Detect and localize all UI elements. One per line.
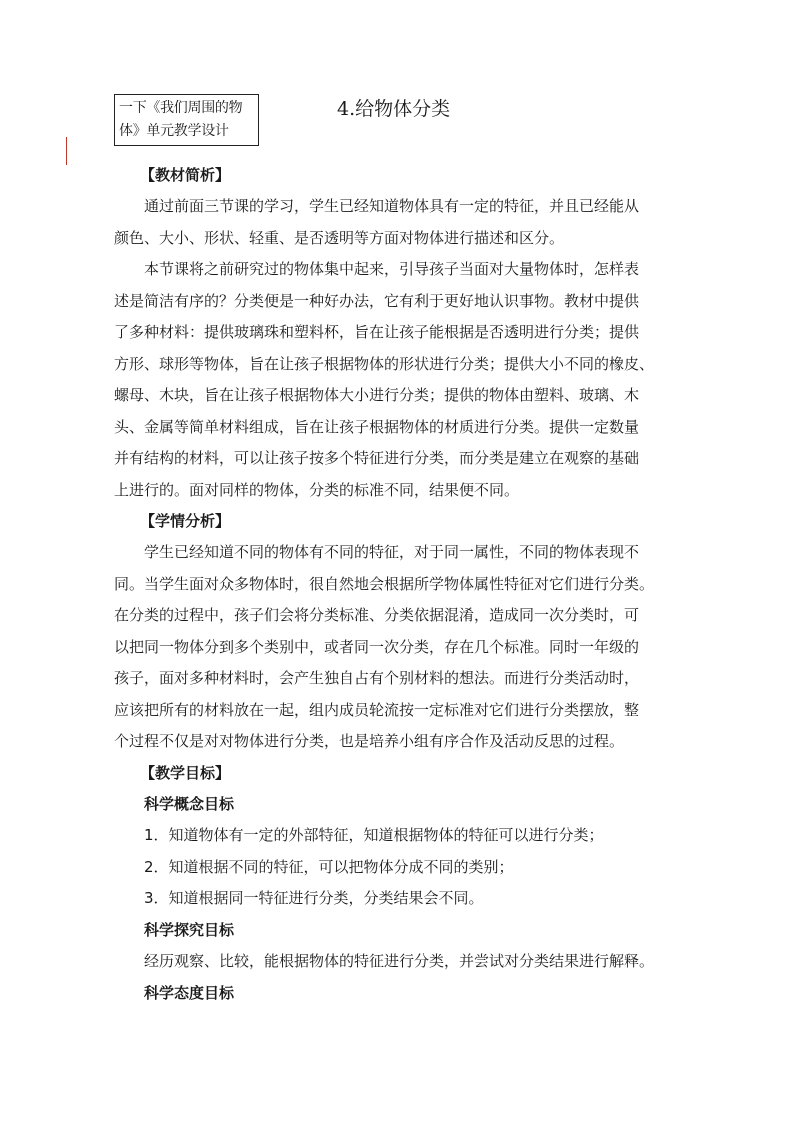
unit-label-box xyxy=(114,94,259,146)
paragraph-line: 上进行的。面对同样的物体，分类的标准不同，结果便不同。 xyxy=(114,480,520,499)
paragraph-line: 孩子，面对多种材料时，会产生独自占有个别材料的想法。而进行分类活动时， xyxy=(114,669,640,687)
unit-label-line-2: 体》单元教学设计 xyxy=(119,123,229,139)
paragraph-line: 并有结构的材料，可以让孩子按多个特征进行分类，而分类是建立在观察的基础 xyxy=(114,449,640,467)
goal-item: 1．知道物体有一定的外部特征，知道根据物体的特征可以进行分类； xyxy=(144,826,604,844)
paragraph-line: 本节课将之前研究过的物体集中起来，引导孩子当面对大量物体时，怎样表 xyxy=(144,260,640,278)
goal-text: 经历观察、比较，能根据物体的特征进行分类，并尝试对分类结果进行解释。 xyxy=(144,952,655,970)
paragraph-line: 应该把所有的材料放在一起，组内成员轮流按一定标准对它们进行分类摆放，整 xyxy=(114,700,640,719)
unit-label-line-1: 一下《我们周围的物 xyxy=(119,100,243,116)
paragraph-textbook-2 xyxy=(114,254,689,506)
paragraph-line: 学生已经知道不同的物体有不同的特征，对于同一属性，不同的物体表现不 xyxy=(144,543,640,561)
paragraph-line: 头、金属等简单材料组成，旨在让孩子根据物体的材质进行分类。提供一定数量 xyxy=(114,417,640,436)
goal-item: 2．知道根据不同的特征，可以把物体分成不同的类别； xyxy=(144,857,514,876)
subheading-attitude-goals: 科学态度目标 xyxy=(144,983,235,1002)
paragraph-line: 同。当学生面对众多物体时，很自然地会根据所学物体属性特征对它们进行分类。 xyxy=(114,574,655,593)
goal-item: 3．知道根据同一特征进行分类，分类结果会不同。 xyxy=(144,889,484,907)
paragraph-line: 通过前面三节课的学习，学生已经知道物体具有一定的特征，并且已经能从 xyxy=(144,197,640,215)
paragraph-line: 以把同一物体分到多个类别中，或者同一次分类，存在几个标准。同时一年级的 xyxy=(114,637,640,656)
paragraph-line: 方形、球形等物体，旨在让孩子根据物体的形状进行分类；提供大小不同的橡皮、 xyxy=(114,354,655,373)
paragraph-line: 颜色、大小、形状、轻重、是否透明等方面对物体进行描述和区分。 xyxy=(114,228,565,247)
subheading-concept-goals: 科学概念目标 xyxy=(144,794,235,813)
paragraph-line: 在分类的过程中，孩子们会将分类标准、分类依据混淆，造成同一次分类时，可 xyxy=(114,606,640,624)
section-heading-teaching-goals: 【教学目标】 xyxy=(140,763,231,782)
paragraph-line: 个过程不仅是对对物体进行分类，也是培养小组有序合作及活动反思的过程。 xyxy=(114,732,625,750)
text-cursor-mark xyxy=(66,137,67,165)
paragraph-textbook-1 xyxy=(114,191,689,254)
lesson-title: 4.给物体分类 xyxy=(337,98,451,120)
subheading-inquiry-goals: 科学探究目标 xyxy=(144,920,235,939)
document-body xyxy=(114,160,689,1009)
section-heading-learner-analysis: 【学情分析】 xyxy=(140,512,231,530)
paragraph-learner-1 xyxy=(114,537,689,758)
paragraph-line: 螺母、木块，旨在让孩子根据物体大小进行分类；提供的物体由塑料、玻璃、木 xyxy=(114,386,640,404)
paragraph-line: 述是简洁有序的？分类便是一种好办法，它有利于更好地认识事物。教材中提供 xyxy=(114,291,640,310)
section-heading-textbook-analysis: 【教材简析】 xyxy=(140,166,231,184)
paragraph-line: 了多种材料：提供玻璃珠和塑料杯，旨在让孩子能根据是否透明进行分类；提供 xyxy=(114,323,640,341)
